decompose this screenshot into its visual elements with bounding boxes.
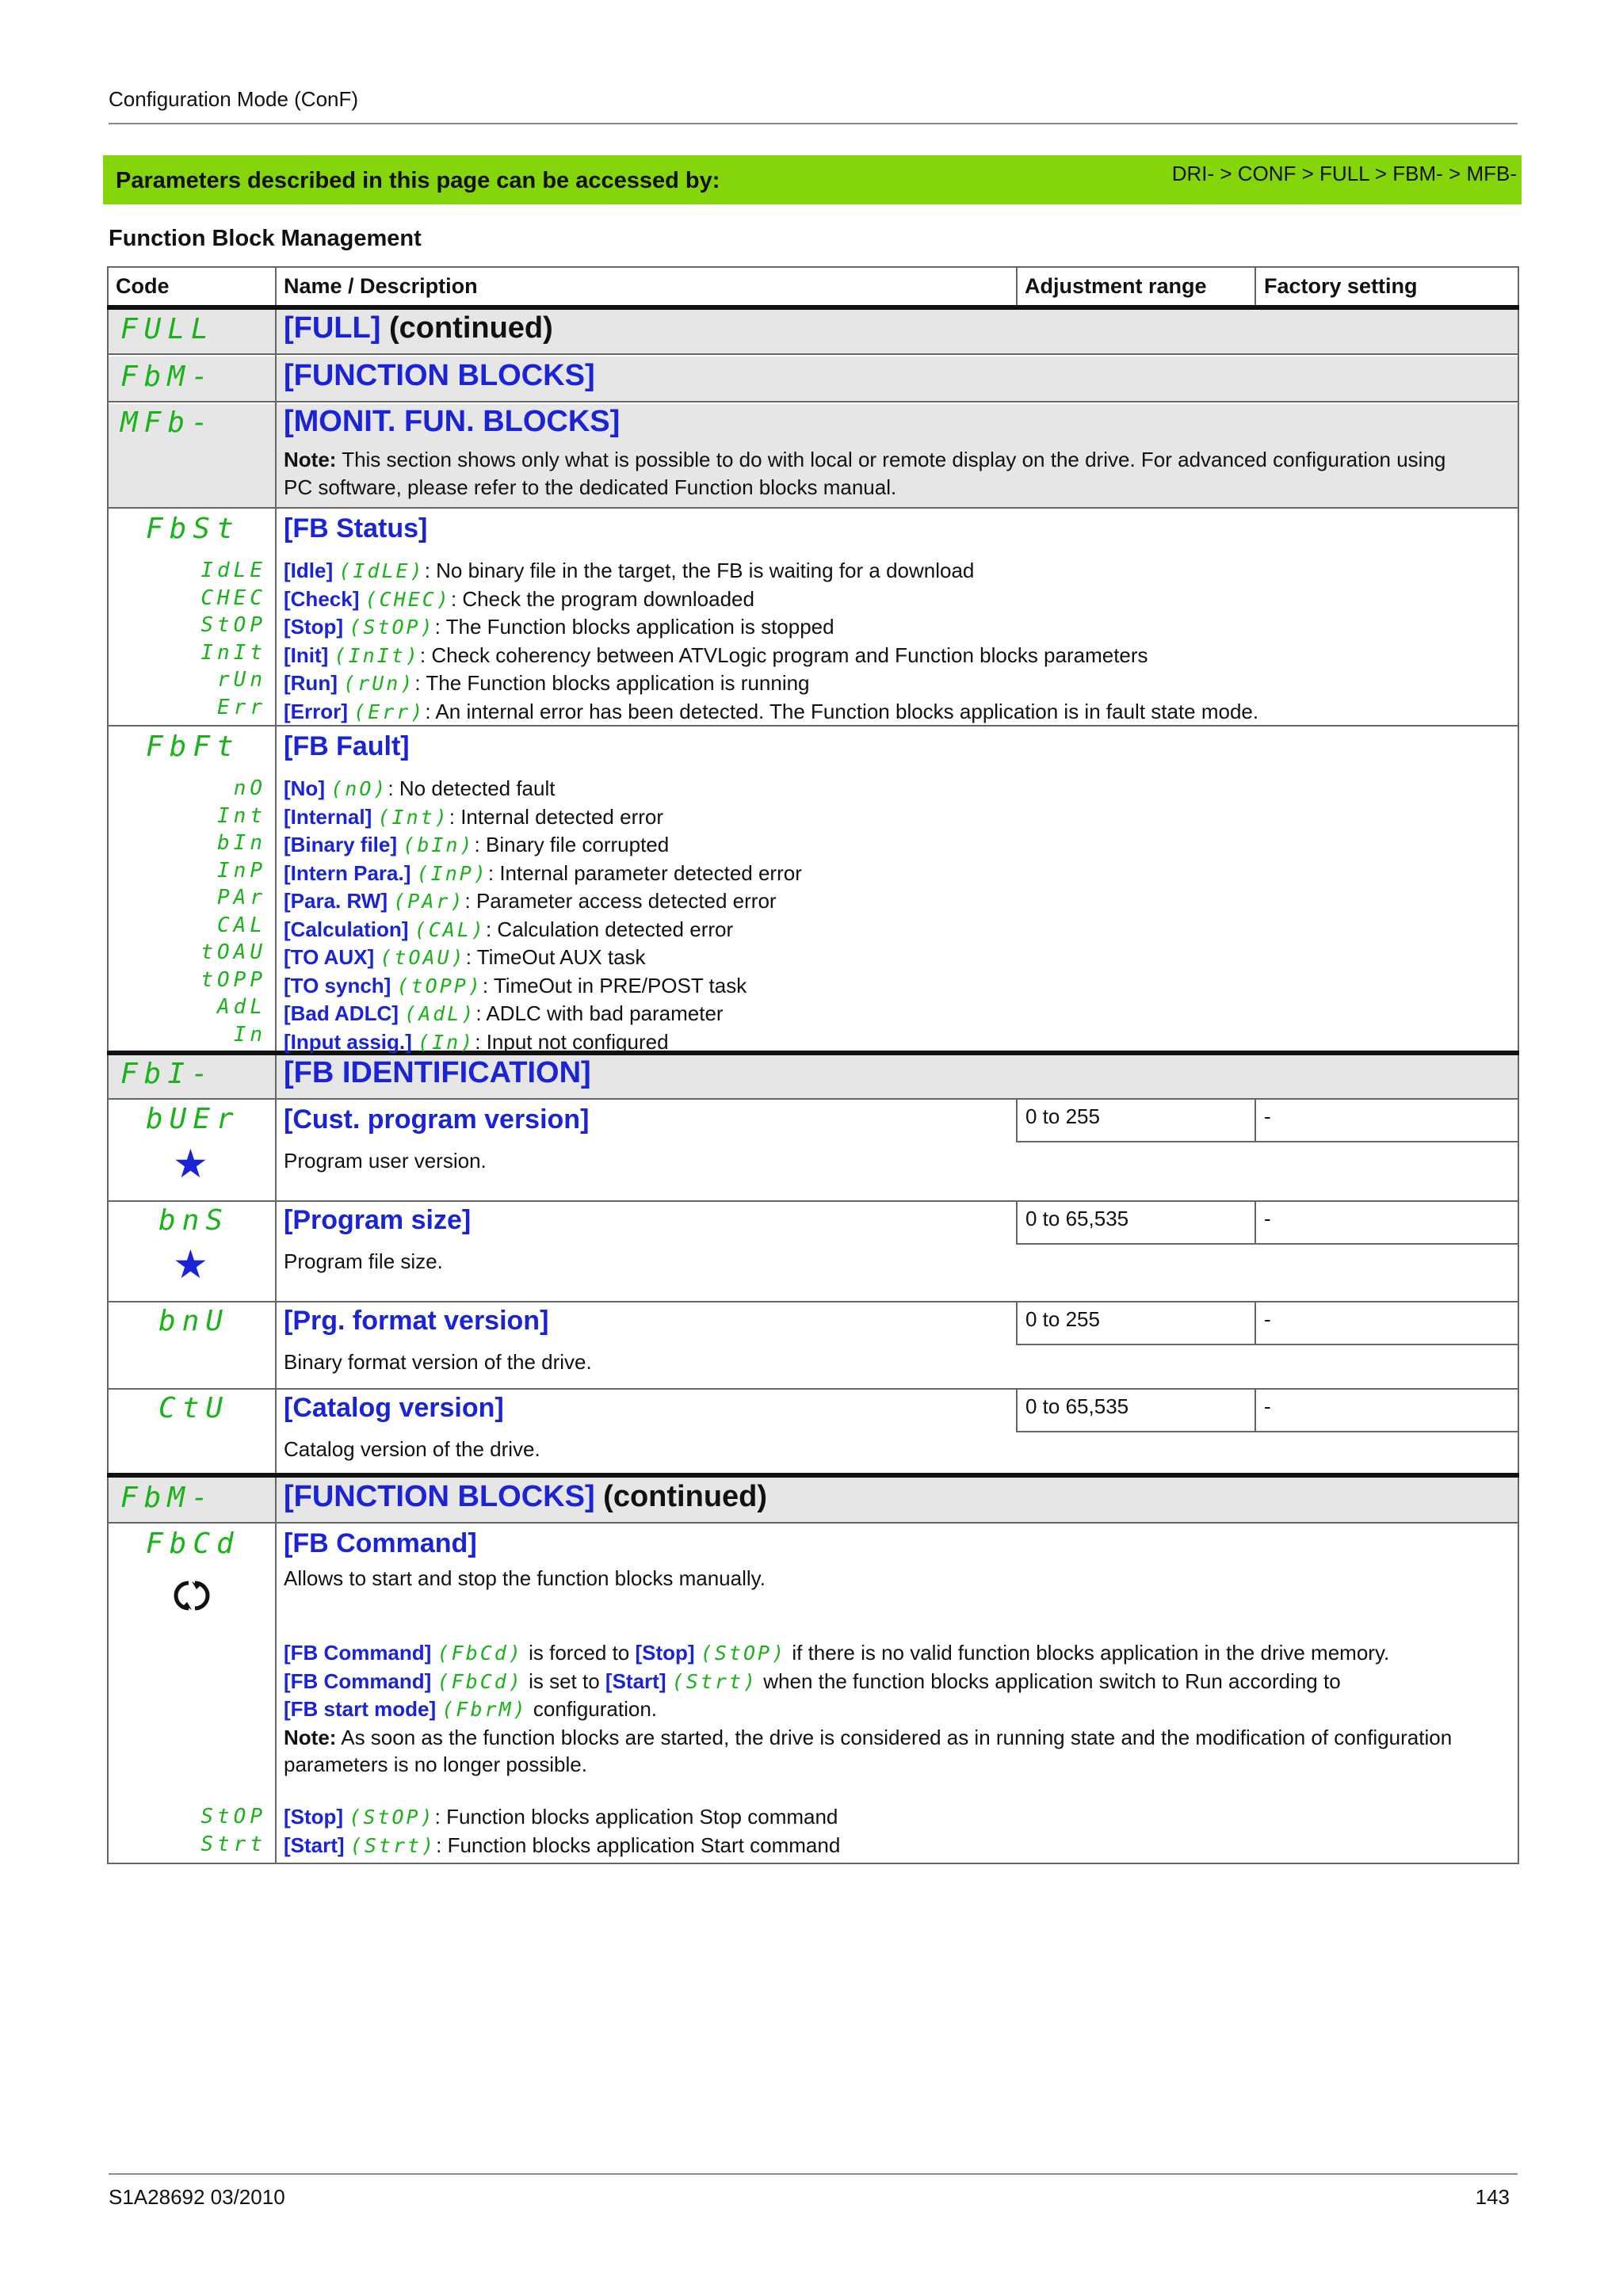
option-line: [Error] (Err): An internal error has been detected. The Function blocks application is in fault state mode. — [284, 699, 1259, 723]
option-text: : The Function blocks application is running — [414, 671, 810, 695]
option-code-inline: CHEC — [379, 587, 437, 611]
option-text: : Parameter access detected error — [464, 889, 777, 913]
fbft-options — [284, 775, 802, 1056]
option-label: [Calculation] — [284, 917, 409, 941]
fbcd-codes — [116, 1803, 266, 1858]
option-label: [Stop] — [284, 615, 344, 639]
param-name-fbcd: [FB Command] — [284, 1528, 477, 1558]
row-title-fbm: [FUNCTION BLOCKS] — [284, 359, 595, 392]
option-text: : Function blocks application Start command — [436, 1833, 841, 1857]
option-line: [Run] (rUn): The Function blocks application is running — [284, 671, 810, 695]
option-text: : Calculation detected error — [485, 917, 734, 941]
option-code-inline: Err — [368, 700, 411, 723]
option-code: IdLE — [200, 559, 266, 582]
code-ref: (StOP) — [700, 1642, 787, 1665]
code-buer: bUEr — [146, 1103, 240, 1135]
option-text: : TimeOut in PRE/POST task — [482, 973, 747, 997]
code-fbft: FbFt — [146, 730, 240, 763]
note-text: This section shows only what is possible to do with local or remote display on the drive. For advanced configuration using — [336, 448, 1446, 471]
col-divider-range — [1016, 266, 1018, 309]
footer-rule — [109, 2173, 1518, 2175]
option-code-inline: nO — [345, 777, 374, 800]
option-label: [Run] — [284, 671, 338, 695]
option-label: [Intern Para.] — [284, 860, 411, 885]
rule — [107, 1522, 1519, 1524]
option-code: nO — [233, 776, 266, 800]
code-ctu: CtU — [158, 1392, 230, 1425]
param-name: [FUNCTION BLOCKS] — [284, 1480, 595, 1513]
access-path: DRI- > CONF > FULL > FBM- > MFB- — [1171, 162, 1517, 185]
option-code: tOAU — [200, 940, 266, 964]
param-name-ctu: [Catalog version] — [284, 1393, 504, 1423]
code-bns: bnS — [158, 1204, 230, 1237]
star-icon: ★ — [173, 1242, 208, 1287]
option-code: PAr — [217, 886, 266, 910]
param-name-fbft: [FB Fault] — [284, 731, 410, 761]
param-ref: [Stop] — [635, 1641, 695, 1665]
option-code: Strt — [200, 1832, 266, 1856]
param-name-fbst: [FB Status] — [284, 513, 428, 543]
option-line: [Bad ADLC] (AdL): ADLC with bad parameter — [284, 1001, 724, 1025]
option-label: [Bad ADLC] — [284, 1001, 399, 1025]
note-label: Note: — [284, 448, 337, 471]
option-line: [Internal] (Int): Internal detected error — [284, 804, 664, 829]
option-text: : Function blocks application Stop command — [434, 1805, 838, 1829]
param-name-bnu: [Prg. format version] — [284, 1306, 549, 1336]
code-mfb: MFb- — [120, 406, 215, 439]
param-ref: [FB Command] — [284, 1641, 432, 1665]
option-code-inline: Int — [391, 805, 435, 829]
option-label: [Init] — [284, 643, 329, 667]
col-header-range: Adjustment range — [1025, 274, 1207, 298]
code-fbi: FbI- — [120, 1058, 215, 1090]
note-text: PC software, please refer to the dedicated Function blocks manual. — [284, 475, 897, 499]
option-text: : Binary file corrupted — [474, 833, 670, 856]
option-text: : ADLC with bad parameter — [475, 1001, 724, 1025]
rule — [107, 305, 1519, 310]
option-line: [Stop] (StOP): Function blocks application Stop command — [284, 1805, 838, 1829]
option-line: [Calculation] (CAL): Calculation detected error — [284, 917, 734, 941]
option-line: [Binary file] (bIn): Binary file corrupted — [284, 833, 670, 856]
param-ref: [FB start mode] — [284, 1697, 437, 1721]
range-cell-bns: 0 to 65,535 — [1016, 1200, 1256, 1245]
option-line: [Input assig.] (In): Input not configured — [284, 1029, 669, 1054]
note-label: Note: — [284, 1725, 337, 1749]
access-label: Parameters described in this page can be accessed by: — [116, 168, 720, 193]
col-divider-factory — [1254, 266, 1256, 309]
code-fbm2: FbM- — [120, 1482, 215, 1514]
option-text: : An internal error has been detected. The Function blocks application is in fault state mode. — [425, 699, 1259, 723]
detail-text: if there is no valid function blocks application in the drive memory. — [786, 1641, 1390, 1665]
option-text: : Internal parameter detected error — [487, 860, 802, 885]
code-full: FULL — [120, 313, 215, 345]
option-code: tOPP — [200, 967, 266, 992]
option-text: : No detected fault — [388, 776, 556, 800]
option-code: InIt — [200, 640, 266, 665]
option-code-inline: CAL — [428, 917, 472, 941]
option-code-inline: tOAU — [394, 946, 452, 969]
option-label: [Para. RW] — [284, 889, 388, 913]
code-ref: (FbrM) — [441, 1698, 528, 1721]
option-line: [Start] (Strt): Function blocks application Start command — [284, 1833, 841, 1857]
option-line: [Init] (InIt): Check coherency between ATVLogic program and Function blocks parameters — [284, 643, 1148, 667]
option-line: [No] (nO): No detected fault — [284, 776, 556, 800]
option-text: : TimeOut AUX task — [465, 945, 646, 969]
option-code-inline: IdLE — [353, 559, 411, 582]
option-code-inline: StOP — [363, 616, 421, 639]
option-line: [Check] (CHEC): Check the program downloaded — [284, 586, 754, 611]
option-text: : Check coherency between ATVLogic program and Function blocks parameters — [419, 643, 1148, 667]
param-desc-ctu: Catalog version of the drive. — [284, 1437, 540, 1461]
option-code: bIn — [217, 831, 266, 855]
option-code: AdL — [217, 995, 266, 1019]
detail-line — [284, 1695, 1516, 1724]
row-title-mfb: [MONIT. FUN. BLOCKS] — [284, 405, 621, 438]
param-ref: [Start] — [605, 1669, 666, 1693]
fbst-options — [284, 557, 1258, 726]
detail-line — [284, 1668, 1516, 1696]
option-label: [Check] — [284, 586, 360, 611]
detail-line — [284, 1724, 1516, 1752]
fbcd-options — [284, 1803, 840, 1859]
option-code: Err — [217, 695, 266, 719]
code-ref: (FbCd) — [437, 1642, 523, 1665]
range-cell-bnu: 0 to 255 — [1016, 1301, 1256, 1345]
option-text: : Check the program downloaded — [450, 586, 754, 611]
factory-cell-bnu: - — [1254, 1301, 1519, 1345]
rule — [107, 401, 1519, 402]
code-bnu: bnU — [158, 1305, 230, 1337]
detail-text: configuration. — [527, 1697, 657, 1721]
code-ref: (Strt) — [671, 1669, 758, 1693]
section-title: Function Block Management — [109, 226, 422, 251]
param-name-bns: [Program size] — [284, 1205, 472, 1235]
option-code-inline: StOP — [363, 1806, 421, 1829]
header-rule — [109, 123, 1518, 124]
code-fbcd: FbCd — [146, 1527, 240, 1560]
option-line: [Stop] (StOP): The Function blocks application is stopped — [284, 615, 834, 639]
detail-text: is set to — [522, 1669, 605, 1693]
code-ref: (FbCd) — [437, 1669, 523, 1693]
option-text: : No binary file in the target, the FB is waiting for a download — [424, 559, 975, 582]
param-ref: [FB Command] — [284, 1669, 432, 1693]
note-text: As soon as the function blocks are started, the drive is considered as in running state and the modification of configuration — [336, 1725, 1453, 1749]
option-label: [Start] — [284, 1833, 345, 1857]
factory-cell-bns: - — [1254, 1200, 1519, 1245]
option-label: [Internal] — [284, 804, 372, 829]
option-code: StOP — [200, 1805, 266, 1829]
option-code: StOP — [200, 613, 266, 637]
param-desc-buer: Program user version. — [284, 1149, 487, 1173]
note-text: parameters is no longer possible. — [284, 1753, 587, 1776]
footer-page-number: 143 — [1475, 2185, 1510, 2209]
factory-cell-buer: - — [1254, 1098, 1519, 1142]
detail-line — [284, 1639, 1516, 1668]
footer-doc-id: S1A28692 03/2010 — [109, 2185, 285, 2209]
option-code-inline: InP — [430, 861, 474, 885]
param-name-buer: [Cust. program version] — [284, 1104, 590, 1135]
factory-cell-ctu: - — [1254, 1388, 1519, 1432]
option-code-inline: tOPP — [411, 974, 468, 997]
option-line: [Para. RW] (PAr): Parameter access detected error — [284, 889, 777, 913]
option-label: [Stop] — [284, 1805, 344, 1829]
option-text: : Internal detected error — [449, 804, 664, 829]
rule — [107, 353, 1519, 355]
continued-label: (continued) — [594, 1480, 768, 1513]
col-divider-code — [275, 266, 277, 1864]
option-code-inline: bIn — [417, 833, 460, 856]
option-code: In — [233, 1022, 266, 1047]
option-line: [Idle] (IdLE): No binary file in the target, the FB is waiting for a download — [284, 559, 975, 582]
option-code-inline: InIt — [348, 643, 406, 667]
col-header-name: Name / Description — [284, 274, 478, 298]
option-code-inline: In — [432, 1030, 461, 1054]
fbst-codes — [116, 557, 266, 721]
code-fbm: FbM- — [120, 360, 215, 393]
rule — [107, 507, 1519, 509]
option-line: [TO AUX] (tOAU): TimeOut AUX task — [284, 945, 646, 969]
detail-text: is forced to — [522, 1641, 636, 1665]
row-title-full — [284, 311, 553, 345]
option-label: [TO AUX] — [284, 945, 375, 969]
option-code: CHEC — [200, 585, 266, 610]
continued-label: (continued) — [380, 311, 553, 345]
mfb-note — [284, 446, 1512, 501]
option-code-inline: rUn — [357, 672, 401, 695]
option-code-inline: AdL — [418, 1002, 462, 1025]
option-code: Int — [217, 803, 266, 828]
option-text: : Input not configured — [475, 1029, 669, 1054]
option-label: [TO synch] — [284, 973, 391, 997]
option-line: [Intern Para.] (InP): Internal parameter detected error — [284, 860, 802, 885]
range-cell-ctu: 0 to 65,535 — [1016, 1388, 1256, 1432]
access-banner — [103, 155, 1522, 204]
row-title-fbi: [FB IDENTIFICATION] — [284, 1056, 591, 1089]
option-text: : The Function blocks application is stopped — [434, 615, 834, 639]
option-label: [Input assig.] — [284, 1029, 412, 1054]
param-desc-bnu: Binary format version of the drive. — [284, 1350, 592, 1374]
rule — [107, 1473, 1519, 1478]
option-label: [Error] — [284, 699, 348, 723]
page-header-title: Configuration Mode (ConF) — [109, 87, 359, 111]
option-label: [Binary file] — [284, 833, 398, 856]
option-code: InP — [217, 858, 266, 883]
cycle-icon — [173, 1577, 211, 1615]
row-title-fbm2 — [284, 1480, 767, 1514]
option-code: CAL — [217, 913, 266, 937]
option-code: rUn — [217, 668, 266, 692]
code-fbst: FbSt — [146, 513, 240, 545]
param-desc-fbcd: Allows to start and stop the function blocks manually. — [284, 1566, 766, 1590]
fbft-codes — [116, 775, 266, 1048]
option-code-inline: Strt — [364, 1833, 422, 1857]
col-header-code: Code — [116, 274, 170, 298]
param-desc-bns: Program file size. — [284, 1249, 443, 1273]
option-line: [TO synch] (tOPP): TimeOut in PRE/POST task — [284, 973, 747, 997]
star-icon: ★ — [173, 1142, 208, 1186]
range-cell-buer: 0 to 255 — [1016, 1098, 1256, 1142]
option-label: [No] — [284, 776, 325, 800]
fbcd-details — [284, 1639, 1516, 1779]
col-header-factory: Factory setting — [1264, 274, 1418, 298]
param-name: [FULL] — [284, 311, 381, 345]
detail-text: when the function blocks application switch to Run according to — [758, 1669, 1341, 1693]
option-label: [Idle] — [284, 559, 334, 582]
option-code-inline: PAr — [407, 890, 451, 913]
